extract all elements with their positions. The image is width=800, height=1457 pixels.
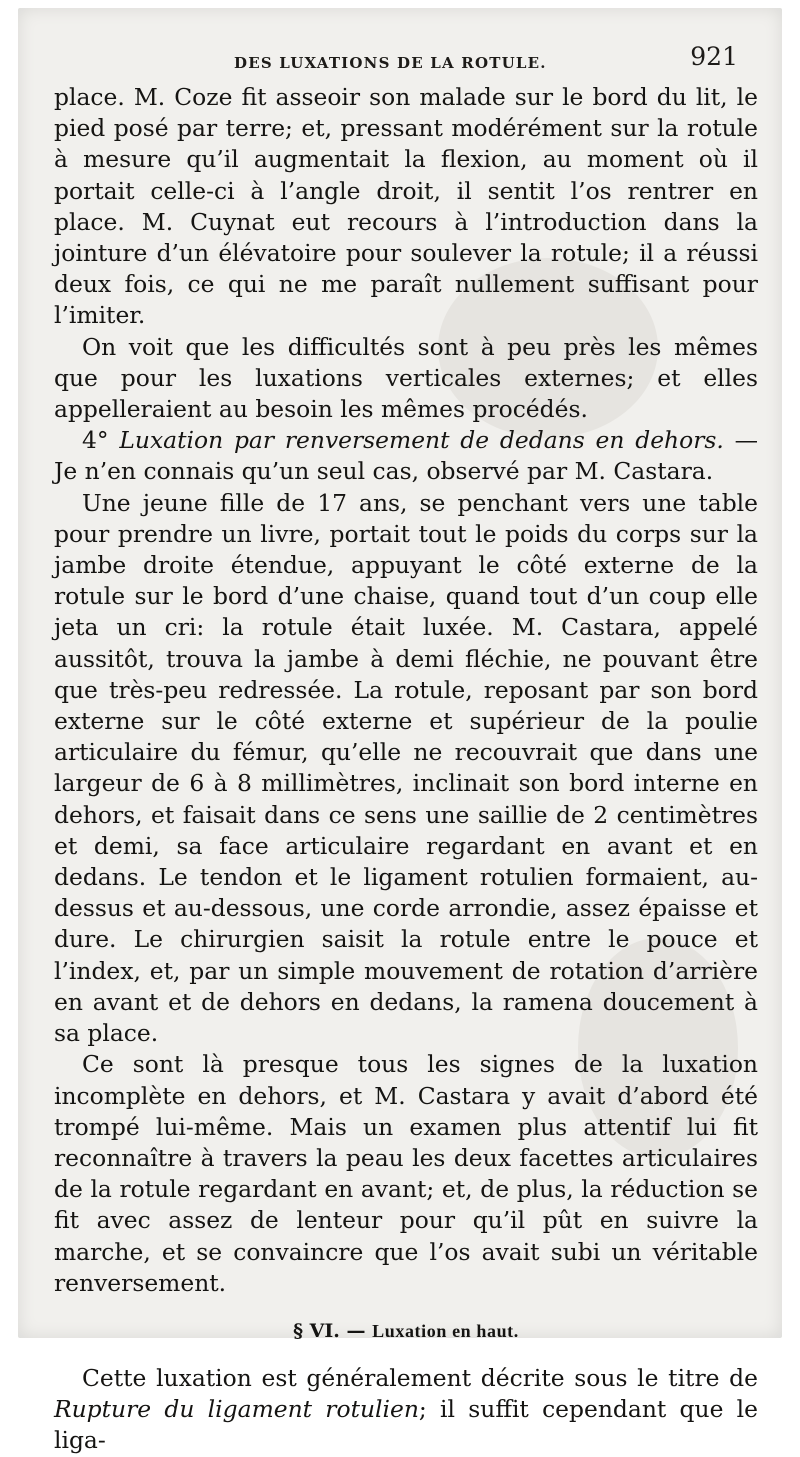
final-paragraph-end: ; il suffit cependant que le liga- <box>54 1395 758 1455</box>
running-title: DES LUXATIONS DE LA ROTULE. <box>234 54 547 72</box>
paragraph-3-rest: — Je n’en connais qu’un seul cas, observé par M. Castara. <box>54 426 759 486</box>
section-title: Luxation en haut. <box>372 1320 519 1341</box>
paragraph-3-number: 4° <box>82 426 109 455</box>
paragraph-2: On voit que les difficultés sont à peu près les mêmes que pour les luxations verticales externes; et elles appelleraient au besoin les mêmes procédés. <box>54 332 758 424</box>
page-number: 921 <box>690 42 738 71</box>
paragraph-3 <box>54 425 758 487</box>
section-label: § VI. — <box>293 1319 366 1342</box>
paragraph-5: Ce sont là presque tous les signes de la luxation incomplète en dehors, et M. Castara y avait d’abord été trompé lui-même. Mais un examen plus attentif lui fit reconnaître à travers la peau les deux facettes articulaires de la rotule regardant en avant; et, de plus, la réduction se fit avec assez de lenteur pour qu’il pût en suivre la marche, et se convaincre que l’os avait subi un véritable renversement. <box>54 1050 758 1297</box>
paragraph-4: Une jeune fille de 17 ans, se penchant vers une table pour prendre un livre, portait tout le poids du corps sur la jambe droite étendue, appuyant le côté externe de la rotule sur le bord d’une chaise, quand tout d’un coup elle jeta un cri: la rotule était luxée. M. Castara, appelé aussitôt, trouva la jambe à demi fléchie, ne pouvant être que très-peu redressée. La rotule, reposant par son bord externe sur le côté externe et supérieur de la poulie articulaire du fémur, qu’elle ne recouvrait que dans une largeur de 6 à 8 millimètres, inclinait son bord interne en dehors, et faisait dans ce sens une saillie de 2 centimètres et demi, sa face articulaire regardant en avant et en dedans. Le tendon et le ligament rotulien formaient, au-dessus et au-dessous, une corde arrondie, assez épaisse et dure. Le chirurgien saisit la rotule entre le pouce et l’index, et, par un simple mouvement de rotation d’arrière en avant et de dehors en dedans, la ramena doucement à sa place. <box>54 488 758 1048</box>
book-page <box>18 8 782 1455</box>
running-head <box>18 40 782 80</box>
final-paragraph-italic: Rupture du ligament rotulien <box>54 1395 419 1424</box>
paragraph-3-italic-title: Luxation par renversement de dedans en dehors. <box>119 426 724 455</box>
paragraph-1: place. M. Coze fit asseoir son malade sur le bord du lit, le pied posé par terre; et, pressant modérément sur la rotule à mesure qu’il augmentait la flexion, au moment où il portait celle-ci à l’angle droit, il sentit l’os rentrer en place. M. Cuynat eut recours à l’introduction dans la jointure d’un élévatoire pour soulever la rotule; il a réussi deux fois, ce qui ne me paraît nullement suffisant pour l’imiter. <box>54 83 758 330</box>
section-heading <box>54 1317 758 1345</box>
final-paragraph <box>54 1363 758 1457</box>
body-text <box>54 82 758 1457</box>
final-paragraph-start: Cette luxation est généralement décrite sous le titre de <box>82 1363 758 1392</box>
